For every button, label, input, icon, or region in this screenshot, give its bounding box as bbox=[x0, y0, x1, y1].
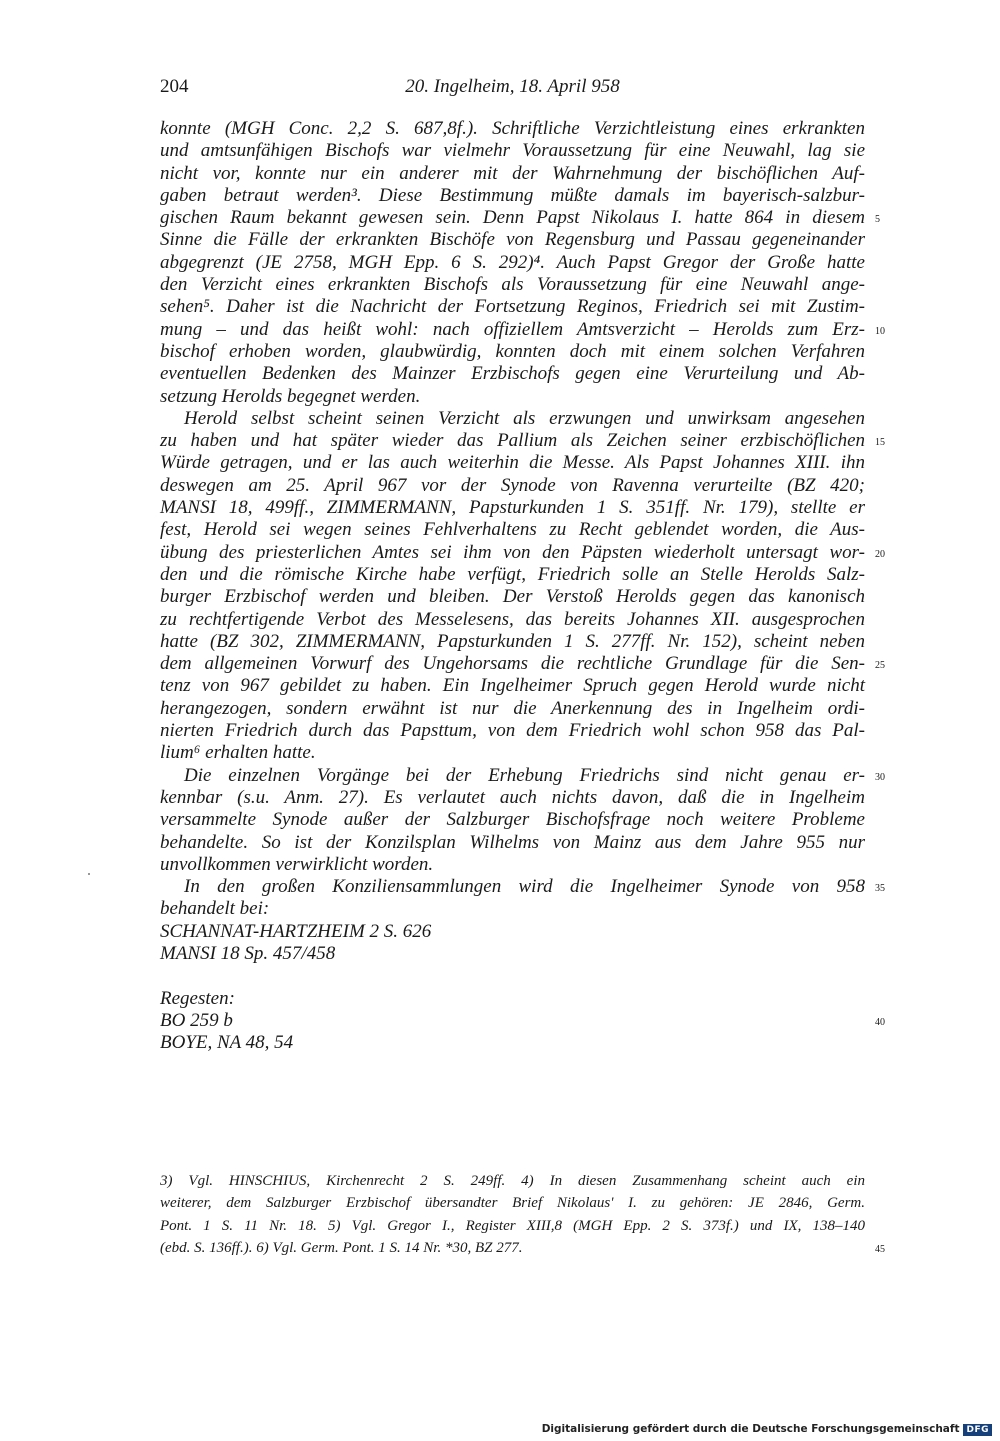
body-line bbox=[160, 764, 885, 787]
body-line bbox=[160, 363, 865, 385]
body-line-text: BOYE, NA 48, 54 bbox=[160, 1032, 294, 1054]
body-line-text: tenz von 967 gebildet zu haben. Ein Ingelheimer Spruch gegen Herold wurde nicht bbox=[160, 675, 865, 697]
body-line bbox=[160, 140, 865, 162]
body-line-text: Sinne die Fälle der erkrankten Bischöfe von Regensburg und Passau gegeneinander bbox=[160, 229, 865, 251]
footnote-line-text: (ebd. S. 136ff.). 6) Vgl. Germ. Pont. 1 S. 14 Nr. *30, BZ 277. bbox=[160, 1239, 523, 1256]
dfg-logo-text: DFG bbox=[963, 1424, 992, 1436]
body-line-text: fest, Herold sei wegen seines Fehlverhaltens zu Recht geblendet worden, die Aus- bbox=[160, 519, 865, 541]
body-line-text: Herold selbst scheint seinen Verzicht als erzwungen und unwirksam angesehen bbox=[184, 407, 865, 429]
body-line bbox=[160, 988, 865, 1010]
body-line bbox=[160, 675, 865, 697]
body-line-text: bischof erhoben worden, glaubwürdig, konnten doch mit einem solchen Verfahren bbox=[160, 340, 865, 362]
running-title: 20. Ingelheim, 18. April 958 bbox=[405, 76, 620, 97]
body-line-text: kennbar (s.u. Anm. 27). Es verlautet auch nichts davon, daß die in Ingelheim bbox=[160, 786, 865, 808]
body-line-text: den und die römische Kirche habe verfügt, Friedrich solle an Stelle Herolds Salz- bbox=[160, 563, 865, 585]
footnote-line-text: weiterer, dem Salzburger Erzbischof übersandter Brief Nikolaus' I. zu gehören: JE 2846, Germ. bbox=[160, 1195, 865, 1212]
body-line-text: nierten Friedrich durch das Papsttum, von dem Friedrich wohl schon 958 das Pal- bbox=[160, 720, 865, 742]
body-line-text: dem allgemeinen Vorwurf des Ungehorsams die rechtliche Grundlage für die Sen- bbox=[160, 653, 865, 675]
body-line bbox=[160, 898, 865, 920]
body-line-text: sehen⁵. Daher ist die Nachricht der Fortsetzung Reginos, Friedrich sei mit Zustim- bbox=[160, 296, 865, 318]
body-line bbox=[160, 341, 865, 363]
body-line-text: behandelt bei: bbox=[160, 898, 270, 920]
body-line bbox=[160, 854, 865, 876]
digitization-note: Digitalisierung gefördert durch die Deutsche Forschungsgemeinschaft bbox=[541, 1423, 960, 1435]
body-line bbox=[160, 921, 865, 943]
body-line bbox=[160, 943, 865, 965]
body-line-text: abgegrenzt (JE 2758, MGH Epp. 6 S. 292)⁴. Auch Papst Gregor der Große hatte bbox=[160, 251, 865, 273]
blank-line bbox=[160, 965, 865, 987]
body-line-text: In den großen Konziliensammlungen wird die Ingelheimer Synode von 958 bbox=[184, 876, 865, 898]
body-line-text: MANSI 18 Sp. 457/458 bbox=[160, 942, 336, 964]
body-line bbox=[160, 586, 865, 608]
body-line bbox=[160, 832, 865, 854]
body-line bbox=[160, 698, 865, 720]
body-line bbox=[160, 720, 865, 742]
line-number: 45 bbox=[875, 1243, 885, 1255]
body-line bbox=[160, 1009, 885, 1032]
footnotes bbox=[160, 1170, 885, 1259]
body-line-text: gischen Raum bekannt gewesen sein. Denn Papst Nikolaus I. hatte 864 in diesem bbox=[160, 207, 865, 229]
body-line bbox=[160, 564, 865, 586]
body-line-text: setzung Herolds begegnet werden. bbox=[160, 385, 421, 407]
body-line bbox=[160, 386, 865, 408]
body-line bbox=[160, 1032, 865, 1054]
body-line bbox=[160, 207, 880, 229]
footnote-line bbox=[160, 1237, 885, 1259]
body-line bbox=[160, 229, 865, 251]
body-line bbox=[160, 318, 885, 341]
page-header bbox=[160, 76, 865, 102]
line-number: 35 bbox=[875, 883, 885, 895]
body-line bbox=[160, 631, 865, 653]
body-line-text: hatte (BZ 302, ZIMMERMANN, Papsturkunden 1 S. 277ff. Nr. 152), scheint neben bbox=[160, 630, 865, 652]
body-line-text: konnte (MGH Conc. 2,2 S. 687,8f.). Schriftliche Verzichtleistung eines erkrankten bbox=[160, 118, 865, 139]
body-text bbox=[160, 118, 885, 1054]
body-line-text: Regesten: bbox=[160, 987, 235, 1009]
line-number: 25 bbox=[875, 660, 885, 672]
body-line-text: unvollkommen verwirklicht worden. bbox=[160, 853, 434, 875]
body-line-text: zu rechtfertigende Verbot des Messelesens, das bereits Johannes XII. ausgesprochen bbox=[160, 608, 865, 630]
digitization-footer bbox=[542, 1423, 992, 1435]
body-line bbox=[160, 118, 865, 140]
line-number: 10 bbox=[875, 325, 885, 337]
body-line-text: burger Erzbischof werden und bleiben. Der Verstoß Herolds gegen das kanonisch bbox=[160, 586, 865, 608]
body-line-text: eventuellen Bedenken des Mainzer Erzbischofs gegen eine Verurteilung und Ab- bbox=[160, 363, 865, 385]
body-line-text: versammelte Synode außer der Salzburger Bischofsfrage noch weitere Probleme bbox=[160, 809, 865, 831]
body-line-text: deswegen am 25. April 967 vor der Synode von Ravenna verurteilte (BZ 420; bbox=[160, 474, 865, 496]
body-line-text: SCHANNAT-HARTZHEIM 2 S. 626 bbox=[160, 920, 432, 942]
body-line bbox=[160, 185, 865, 207]
body-line-text: zu haben und hat später wieder das Pallium als Zeichen seiner erzbischöflichen bbox=[160, 430, 865, 452]
line-number: 15 bbox=[875, 437, 885, 449]
body-line bbox=[160, 742, 865, 764]
body-line bbox=[160, 430, 885, 452]
body-line bbox=[160, 452, 865, 474]
body-line-text: Die einzelnen Vorgänge bei der Erhebung Friedrichs sind nicht genau er- bbox=[184, 764, 865, 786]
body-line bbox=[160, 475, 865, 497]
footnote-line-text: 3) Vgl. HINSCHIUS, Kirchenrecht 2 S. 249ff. 4) In diesen Zusammenhang scheint auch ein bbox=[160, 1173, 865, 1189]
line-number: 20 bbox=[875, 548, 885, 560]
body-line bbox=[160, 274, 865, 296]
body-line-text: und amtsunfähigen Bischofs war vielmehr Voraussetzung für eine Neuwahl, lag sie bbox=[160, 140, 865, 162]
line-number: 5 bbox=[875, 214, 880, 226]
body-line-text: BO 259 b bbox=[160, 1009, 233, 1031]
body-line-text: MANSI 18, 499ff., ZIMMERMANN, Papsturkunden 1 S. 351ff. Nr. 179), stellte er bbox=[160, 497, 865, 519]
footnote-line bbox=[160, 1215, 865, 1237]
body-line bbox=[160, 541, 885, 564]
body-line bbox=[160, 296, 865, 318]
dfg-logo-icon bbox=[963, 1423, 992, 1435]
body-line bbox=[160, 252, 865, 274]
body-line bbox=[160, 787, 865, 809]
body-line bbox=[160, 497, 865, 519]
line-number: 40 bbox=[875, 1016, 885, 1028]
body-line-text: mung – und das heißt wohl: nach offiziellem Amtsverzicht – Herolds zum Erz- bbox=[160, 318, 865, 340]
footnote-line bbox=[160, 1170, 865, 1192]
body-line-text: gaben betraut werden³. Diese Bestimmung müßte damals im bayerisch-salzbur- bbox=[160, 184, 865, 206]
body-line bbox=[160, 653, 885, 675]
scan-speck bbox=[88, 873, 90, 875]
body-line bbox=[160, 876, 885, 898]
body-line bbox=[160, 809, 865, 831]
body-line-text: herangezogen, sondern erwähnt ist nur die Anerkennung des in Ingelheim ordi- bbox=[160, 697, 865, 719]
body-line bbox=[160, 408, 865, 430]
body-line bbox=[160, 519, 865, 541]
body-line bbox=[160, 609, 865, 631]
line-number: 30 bbox=[875, 771, 885, 783]
body-line-text: nicht vor, konnte nur ein anderer mit der Wahrnehmung der bischöflichen Auf- bbox=[160, 162, 865, 184]
body-line-text: den Verzicht eines erkrankten Bischofs als Voraussetzung für eine Neuwahl ange- bbox=[160, 274, 865, 296]
body-line bbox=[160, 163, 865, 185]
body-line-text: lium⁶ erhalten hatte. bbox=[160, 742, 316, 764]
body-line-text: Würde getragen, und er las auch weiterhin die Messe. Als Papst Johannes XIII. ihn bbox=[160, 452, 865, 474]
footnote-line bbox=[160, 1192, 865, 1214]
body-line-text: behandelte. So ist der Konzilsplan Wilhelms von Mainz aus dem Jahre 955 nur bbox=[160, 831, 865, 853]
footnote-line-text: Pont. 1 S. 11 Nr. 18. 5) Vgl. Gregor I., Register XIII,8 (MGH Epp. 2 S. 373f.) und IX, 138–140 bbox=[160, 1217, 865, 1234]
page-number: 204 bbox=[160, 76, 189, 97]
body-line-text: übung des priesterlichen Amtes sei ihm von den Päpsten wiederholt untersagt wor- bbox=[160, 541, 865, 563]
